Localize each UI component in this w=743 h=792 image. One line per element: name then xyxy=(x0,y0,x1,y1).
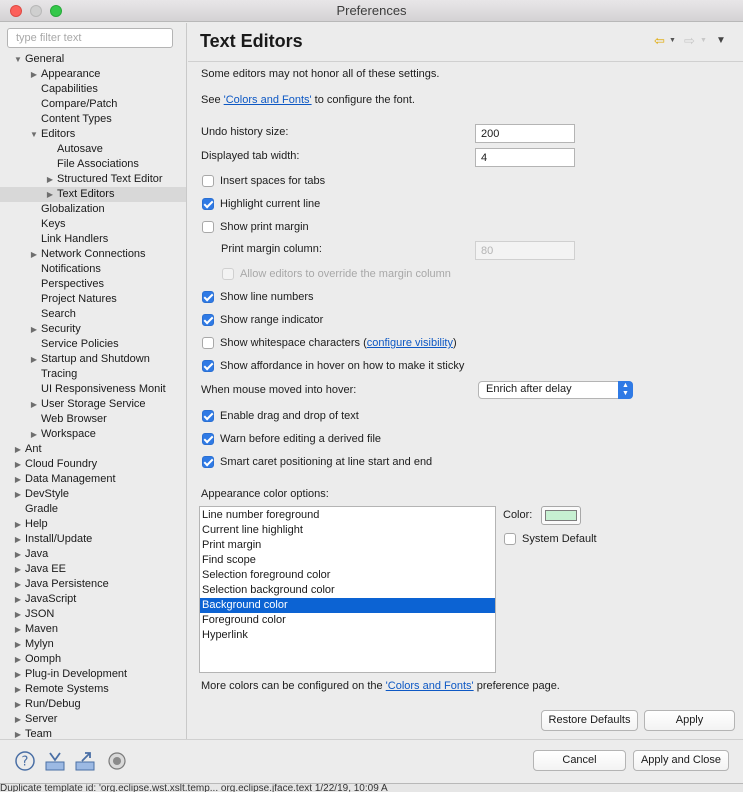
tree-item-label: Maven xyxy=(25,623,59,635)
tree-item-label: JSON xyxy=(25,608,55,620)
line-numbers-box[interactable] xyxy=(202,291,214,303)
tree-item[interactable] xyxy=(0,127,187,142)
collapsed-triangle-icon[interactable]: ▶ xyxy=(14,535,22,544)
filter-input[interactable] xyxy=(7,28,173,48)
tree-item[interactable] xyxy=(0,232,187,247)
tree-item[interactable] xyxy=(0,622,187,637)
collapsed-triangle-icon[interactable]: ▶ xyxy=(14,595,22,604)
collapsed-triangle-icon[interactable]: ▶ xyxy=(14,685,22,694)
font-note-suffix: to configure the font. xyxy=(311,94,415,106)
tree-item[interactable] xyxy=(0,412,187,427)
paren-open: ( xyxy=(363,337,367,349)
select-stepper-icon[interactable]: ▲ ▼ xyxy=(618,381,633,399)
tree-item[interactable] xyxy=(0,472,187,487)
collapsed-triangle-icon[interactable]: ▶ xyxy=(14,655,22,664)
tree-item-label: File Associations xyxy=(57,158,139,170)
tree-item-label: Ant xyxy=(25,443,42,455)
tree-item[interactable] xyxy=(0,67,187,82)
paren-close: ) xyxy=(452,337,457,349)
tree-item[interactable] xyxy=(0,187,187,202)
more-colors-suffix: preference page. xyxy=(473,680,560,692)
tree-item-label: User Storage Service xyxy=(41,398,146,410)
appearance-color-list[interactable] xyxy=(199,506,496,673)
tree-item[interactable] xyxy=(0,427,187,442)
color-swatch xyxy=(545,510,577,521)
tree-item[interactable] xyxy=(0,382,187,397)
tree-item[interactable] xyxy=(0,352,187,367)
preference-page xyxy=(188,23,743,739)
tree-item-label: Link Handlers xyxy=(41,233,109,245)
import-icon[interactable] xyxy=(44,750,66,772)
collapsed-triangle-icon[interactable]: ▶ xyxy=(30,325,38,334)
tree-item[interactable] xyxy=(0,82,187,97)
view-menu-icon[interactable]: ▼ xyxy=(716,35,726,46)
tree-item[interactable] xyxy=(0,517,187,532)
print-margin-label: Show print margin xyxy=(220,221,309,233)
tree-item[interactable] xyxy=(0,247,187,262)
back-arrow-icon[interactable]: ⇦ xyxy=(654,33,665,48)
whitespace-box[interactable] xyxy=(202,337,214,349)
preference-tree-pane xyxy=(0,23,187,739)
collapsed-triangle-icon[interactable]: ▶ xyxy=(30,430,38,439)
allow-override-box xyxy=(222,268,234,280)
tree-item-label: Editors xyxy=(41,128,76,140)
collapsed-triangle-icon[interactable]: ▶ xyxy=(14,460,22,469)
tree-item-label: Content Types xyxy=(41,113,112,125)
tab-width-input[interactable] xyxy=(475,148,575,167)
collapsed-triangle-icon[interactable]: ▶ xyxy=(46,190,54,199)
tree-item[interactable] xyxy=(0,682,187,697)
tree-item-label: Service Policies xyxy=(41,338,119,350)
range-indicator-label: Show range indicator xyxy=(220,314,324,326)
colors-and-fonts-link[interactable]: 'Colors and Fonts' xyxy=(223,94,312,106)
tree-item-label: Appearance xyxy=(41,68,101,80)
back-dropdown-icon[interactable]: ▼ xyxy=(669,37,676,44)
more-colors-note xyxy=(201,680,560,692)
tree-item-label: Network Connections xyxy=(41,248,146,260)
hover-label: When mouse moved into hover: xyxy=(201,384,357,396)
tree-item[interactable] xyxy=(0,97,187,112)
font-note xyxy=(201,94,415,106)
undo-history-label: Undo history size: xyxy=(201,126,289,138)
title-bar xyxy=(0,0,743,22)
tab-width-label: Displayed tab width: xyxy=(201,150,300,162)
tree-item[interactable] xyxy=(0,112,187,127)
tree-item[interactable] xyxy=(0,442,187,457)
tree-item-label: Oomph xyxy=(25,653,62,665)
whitespace-label xyxy=(220,335,457,351)
system-default-box[interactable] xyxy=(504,533,516,545)
color-option[interactable]: Find scope xyxy=(202,554,256,566)
collapsed-triangle-icon[interactable]: ▶ xyxy=(30,400,38,409)
collapsed-triangle-icon[interactable]: ▶ xyxy=(14,565,22,574)
tree-item-label: Team xyxy=(25,728,52,739)
tree-item-label: Server xyxy=(25,713,58,725)
apply-button[interactable]: Apply xyxy=(644,710,735,731)
header-divider xyxy=(188,61,743,62)
collapsed-triangle-icon[interactable]: ▶ xyxy=(30,250,38,259)
tree-item-label: Security xyxy=(41,323,81,335)
tree-item-label: Workspace xyxy=(41,428,96,440)
tree-item-label: Keys xyxy=(41,218,66,230)
tree-item[interactable] xyxy=(0,562,187,577)
tree-item[interactable] xyxy=(0,712,187,727)
tree-item-label: Capabilities xyxy=(41,83,98,95)
color-label: Color: xyxy=(503,509,533,521)
tree-item-label: Structured Text Editor xyxy=(57,173,163,185)
tree-item-label: Project Natures xyxy=(41,293,117,305)
tree-item[interactable] xyxy=(0,457,187,472)
system-default-label: System Default xyxy=(522,533,597,545)
tree-item[interactable] xyxy=(0,337,187,352)
oomph-record-icon[interactable] xyxy=(106,750,128,772)
allow-override-label: Allow editors to override the margin column xyxy=(240,268,451,280)
collapsed-triangle-icon[interactable]: ▶ xyxy=(14,730,22,739)
cancel-button[interactable]: Cancel xyxy=(533,750,626,771)
tree-item[interactable] xyxy=(0,577,187,592)
tree-item-label: Compare/Patch xyxy=(41,98,118,110)
collapsed-triangle-icon[interactable]: ▶ xyxy=(14,580,22,589)
tree-item-label: Plug-in Development xyxy=(25,668,128,680)
expanded-triangle-icon[interactable]: ▼ xyxy=(30,130,38,139)
highlight-line-box[interactable] xyxy=(202,198,214,210)
expanded-triangle-icon[interactable]: ▼ xyxy=(14,55,22,64)
tree-item-label: Text Editors xyxy=(57,188,115,200)
collapsed-triangle-icon[interactable]: ▶ xyxy=(14,550,22,559)
tree-item[interactable] xyxy=(0,652,187,667)
dialog-footer xyxy=(0,739,743,783)
collapsed-triangle-icon[interactable]: ▶ xyxy=(46,175,54,184)
tree-item-label: UI Responsiveness Monit xyxy=(41,383,166,395)
hover-behavior-value: Enrich after delay xyxy=(486,383,572,395)
restore-defaults-button[interactable]: Restore Defaults xyxy=(541,710,638,731)
collapsed-triangle-icon[interactable]: ▶ xyxy=(14,610,22,619)
tree-item-label: Globalization xyxy=(41,203,105,215)
tree-item-label: Java EE xyxy=(25,563,66,575)
tree-item[interactable] xyxy=(0,367,187,382)
collapsed-triangle-icon[interactable]: ▶ xyxy=(14,445,22,454)
collapsed-triangle-icon[interactable]: ▶ xyxy=(14,715,22,724)
tree-item[interactable] xyxy=(0,307,187,322)
more-colors-prefix: More colors can be configured on the xyxy=(201,680,386,692)
history-navigation xyxy=(654,33,734,49)
hover-behavior-select[interactable] xyxy=(478,381,633,399)
tree-item-label: Cloud Foundry xyxy=(25,458,98,470)
tree-item[interactable] xyxy=(0,607,187,622)
tree-item-label: Perspectives xyxy=(41,278,104,290)
tree-item[interactable] xyxy=(0,292,187,307)
color-option[interactable]: Background color xyxy=(200,598,495,613)
tree-item-label: Gradle xyxy=(25,503,59,515)
tree-item[interactable] xyxy=(0,217,187,232)
margin-column-input xyxy=(475,241,575,260)
window-title: Preferences xyxy=(336,3,407,18)
tree-item[interactable] xyxy=(0,487,187,502)
affordance-box[interactable] xyxy=(202,360,214,372)
color-option[interactable]: Current line highlight xyxy=(202,524,303,536)
color-option[interactable]: Foreground color xyxy=(202,614,286,626)
svg-text:?: ? xyxy=(21,754,29,770)
tree-item-label: General xyxy=(25,53,65,65)
tree-item[interactable] xyxy=(0,667,187,682)
print-margin-box[interactable] xyxy=(202,221,214,233)
apply-and-close-button[interactable]: Apply and Close xyxy=(633,750,729,771)
highlight-line-label: Highlight current line xyxy=(220,198,321,210)
forward-dropdown-icon: ▼ xyxy=(700,37,707,44)
tree-item-label: Data Management xyxy=(25,473,116,485)
drag-drop-box[interactable] xyxy=(202,410,214,422)
appearance-options-label: Appearance color options: xyxy=(201,488,329,500)
undo-history-input[interactable] xyxy=(475,124,575,143)
color-option[interactable]: Print margin xyxy=(202,539,262,551)
tree-item[interactable] xyxy=(0,262,187,277)
collapsed-triangle-icon[interactable]: ▶ xyxy=(30,355,38,364)
tree-item-label: Java Persistence xyxy=(25,578,109,590)
collapsed-triangle-icon[interactable]: ▶ xyxy=(14,520,22,529)
colors-and-fonts-page-link[interactable]: 'Colors and Fonts' xyxy=(385,680,474,692)
margin-column-label: Print margin column: xyxy=(221,243,322,255)
help-icon[interactable] xyxy=(14,750,36,772)
tree-item-label: Run/Debug xyxy=(25,698,81,710)
tree-item[interactable] xyxy=(0,697,187,712)
warn-derived-label: Warn before editing a derived file xyxy=(220,433,382,445)
tree-item-label: Search xyxy=(41,308,76,320)
tree-item-label: Autosave xyxy=(57,143,103,155)
color-option[interactable]: Selection foreground color xyxy=(202,569,331,581)
whitespace-text: Show whitespace characters xyxy=(220,337,361,349)
affordance-label: Show affordance in hover on how to make it sticky xyxy=(220,360,465,372)
preference-tree xyxy=(0,52,187,739)
collapsed-triangle-icon[interactable]: ▶ xyxy=(30,70,38,79)
tree-item-label: Java xyxy=(25,548,49,560)
collapsed-triangle-icon[interactable]: ▶ xyxy=(14,670,22,679)
line-numbers-label: Show line numbers xyxy=(220,291,314,303)
color-option[interactable]: Line number foreground xyxy=(202,509,320,521)
collapsed-triangle-icon[interactable]: ▶ xyxy=(14,475,22,484)
tree-item[interactable] xyxy=(0,532,187,547)
editors-note: Some editors may not honor all of these settings. xyxy=(201,68,440,80)
tree-item-label: JavaScript xyxy=(25,593,77,605)
forward-arrow-icon: ⇨ xyxy=(684,33,695,48)
warn-derived-box[interactable] xyxy=(202,433,214,445)
drag-drop-label: Enable drag and drop of text xyxy=(220,410,359,422)
tree-item[interactable] xyxy=(0,547,187,562)
tree-item[interactable] xyxy=(0,727,187,739)
collapsed-triangle-icon[interactable]: ▶ xyxy=(14,640,22,649)
smart-caret-label: Smart caret positioning at line start and end xyxy=(220,456,433,468)
collapsed-triangle-icon[interactable]: ▶ xyxy=(14,490,22,499)
page-title: Text Editors xyxy=(200,31,303,51)
export-icon[interactable] xyxy=(74,750,96,772)
tree-item[interactable] xyxy=(0,172,187,187)
tree-item[interactable] xyxy=(0,322,187,337)
tree-item[interactable] xyxy=(0,637,187,652)
tree-item[interactable] xyxy=(0,277,187,292)
tree-item[interactable] xyxy=(0,202,187,217)
tree-item[interactable] xyxy=(0,397,187,412)
tree-item-label: Web Browser xyxy=(41,413,107,425)
tree-item-label: Tracing xyxy=(41,368,78,380)
smart-caret-box[interactable] xyxy=(202,456,214,468)
insert-spaces-box[interactable] xyxy=(202,175,214,187)
insert-spaces-label: Insert spaces for tabs xyxy=(220,175,326,187)
tree-item-label: DevStyle xyxy=(25,488,70,500)
font-note-prefix: See xyxy=(201,94,224,106)
tree-item[interactable] xyxy=(0,157,187,172)
color-option[interactable]: Selection background color xyxy=(202,584,335,596)
tree-item-label: Mylyn xyxy=(25,638,54,650)
background-problems-row: Duplicate template id: 'org.eclipse.wst.xslt.temp... org.eclipse.jface.text 1/22/19, 10:09 A xyxy=(0,783,743,792)
configure-visibility-link[interactable]: configure visibility xyxy=(366,337,453,349)
color-option[interactable]: Hyperlink xyxy=(202,629,248,641)
collapsed-triangle-icon[interactable]: ▶ xyxy=(14,700,22,709)
tree-item-label: Startup and Shutdown xyxy=(41,353,150,365)
tree-item-label: Remote Systems xyxy=(25,683,109,695)
tree-item[interactable] xyxy=(0,592,187,607)
tree-item[interactable] xyxy=(0,502,187,517)
range-indicator-box[interactable] xyxy=(202,314,214,326)
collapsed-triangle-icon[interactable]: ▶ xyxy=(14,625,22,634)
tree-item-label: Install/Update xyxy=(25,533,93,545)
tree-item-label: Help xyxy=(25,518,48,530)
tree-item[interactable] xyxy=(0,52,187,67)
color-picker-button[interactable] xyxy=(541,506,581,525)
tree-item-label: Notifications xyxy=(41,263,101,275)
tree-item[interactable] xyxy=(0,142,187,157)
